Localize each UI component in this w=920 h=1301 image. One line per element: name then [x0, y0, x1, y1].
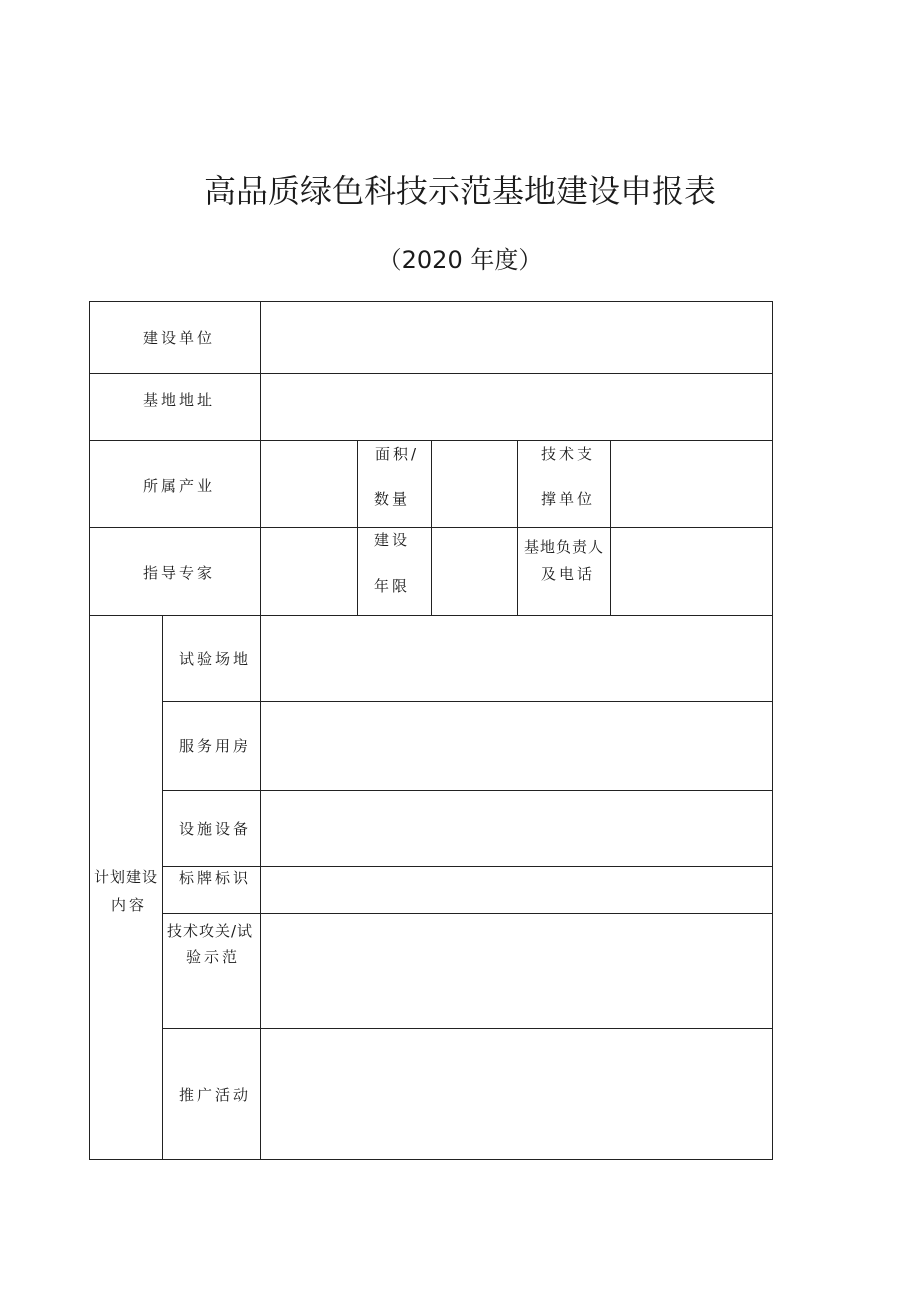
- tech-support-label-line1: 技术支: [541, 445, 596, 463]
- area-value-cell[interactable]: [431, 440, 518, 528]
- construction-unit-label: 建设单位: [143, 329, 216, 347]
- page-title: 高品质绿色科技示范基地建设申报表: [203, 172, 716, 210]
- promotion-label: 推广活动: [179, 1086, 252, 1104]
- signage-value-cell[interactable]: [260, 866, 773, 914]
- promotion-value-cell[interactable]: [260, 1028, 773, 1160]
- head-phone-value-cell[interactable]: [610, 527, 773, 616]
- tech-support-value-cell[interactable]: [610, 440, 773, 528]
- page-subtitle: （2020 年度）: [377, 246, 543, 274]
- service-room-label: 服务用房: [179, 737, 252, 755]
- application-form-table: [90, 302, 773, 1160]
- area-label-line1: 面积/: [375, 445, 420, 463]
- tech-support-label-line2: 撑单位: [541, 490, 596, 508]
- head-phone-label-line1: 基地负责人: [524, 538, 605, 556]
- guiding-expert-label: 指导专家: [143, 564, 216, 582]
- period-value-cell[interactable]: [431, 527, 518, 616]
- plan-content-label-line2: 内容: [111, 896, 148, 914]
- head-phone-label-line2: 及电话: [541, 565, 596, 583]
- tech-tackle-value-cell[interactable]: [260, 913, 773, 1029]
- plan-content-label-cell: [89, 615, 163, 1160]
- guiding-expert-value-cell[interactable]: [260, 527, 358, 616]
- facilities-label: 设施设备: [179, 820, 252, 838]
- industry-label: 所属产业: [143, 477, 216, 495]
- period-label-line1: 建设: [374, 531, 411, 549]
- signage-label: 标牌标识: [179, 869, 252, 887]
- industry-value-cell[interactable]: [260, 440, 358, 528]
- period-label-line2: 年限: [374, 577, 411, 595]
- test-site-value-cell[interactable]: [260, 615, 773, 702]
- facilities-value-cell[interactable]: [260, 790, 773, 867]
- base-address-label: 基地地址: [143, 391, 216, 409]
- tech-tackle-label-line1: 技术攻关/试: [167, 922, 254, 940]
- plan-content-label-line1: 计划建设: [94, 868, 159, 886]
- area-label-line2: 数量: [374, 490, 411, 508]
- base-address-value-cell[interactable]: [260, 373, 773, 441]
- test-site-label: 试验场地: [179, 650, 252, 668]
- construction-unit-value-cell[interactable]: [260, 301, 773, 374]
- service-room-value-cell[interactable]: [260, 701, 773, 791]
- tech-tackle-label-line2: 验示范: [186, 948, 241, 966]
